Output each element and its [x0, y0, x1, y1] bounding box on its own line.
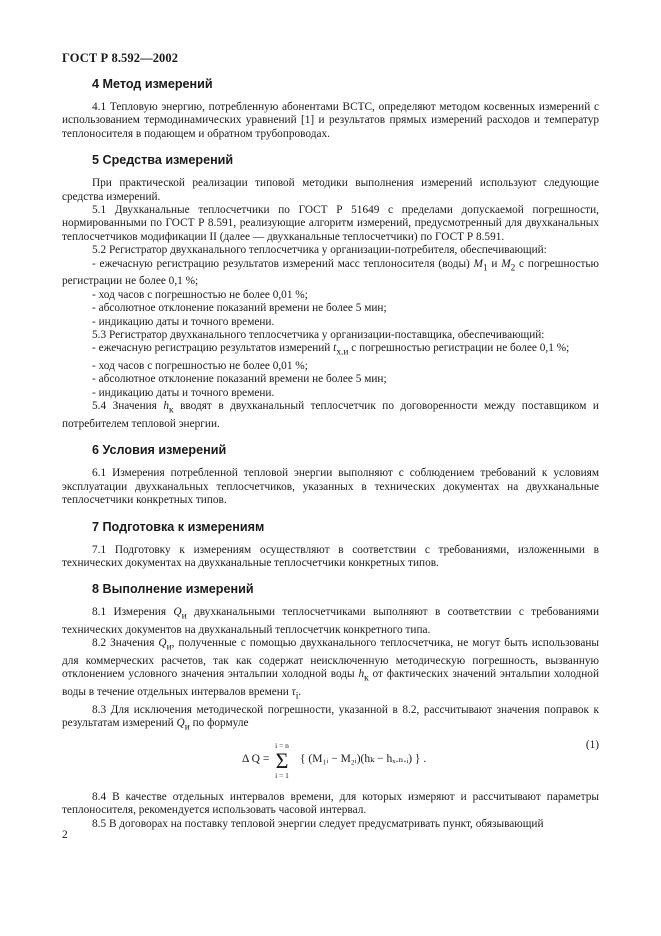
- text-fragment: вводят в двухканальный теплосчетчик по договоренности между поставщиком и потребителем тепловой энергии.: [62, 400, 599, 430]
- section-8-heading: 8 Выполнение измерений: [92, 582, 254, 597]
- subscript: и: [166, 642, 172, 653]
- paragraph-5-3: 5.3 Регистратор двухканального теплосчетчика у организации-поставщика, обеспечивающий:: [92, 328, 545, 341]
- paragraph-8-3: [62, 704, 599, 735]
- paragraph-8-4: 8.4 В качестве отдельных интервалов времени, для которых измеряют и рассчитывают параметры теплоносителя, рекомендуется использовать часовой интервал.: [62, 790, 599, 817]
- section-6-heading: 6 Условия измерений: [92, 443, 227, 458]
- text-fragment: от фактических значений энтальпии холодной воды в течение отдельных интервалов времени: [62, 668, 599, 699]
- paragraph-6-1: 6.1 Измерения потребленной тепловой энергии выполняют с соблюдением требований к условиям эксплуатации двухканальных теплосчетчиков, указанных в технических документах на двухканальные теплосчетчики конкретных типов.: [62, 467, 599, 507]
- paragraph-8-5: 8.5 В договорах на поставку тепловой энергии следует предусматривать пункт, обязывающий: [92, 817, 544, 830]
- symbol-q: Q: [173, 606, 182, 619]
- paragraph-5-3-a: [62, 342, 599, 360]
- subscript: х.и: [336, 347, 349, 358]
- paragraph-5-2-c: - абсолютное отклонение показаний времени не более 5 мин;: [92, 302, 387, 315]
- paragraph-5-3-c: - абсолютное отклонение показаний времени не более 5 мин;: [92, 373, 387, 386]
- subscript: i: [295, 691, 299, 702]
- summation-sign: [272, 742, 292, 780]
- text-fragment: 8.2 Значения: [92, 637, 159, 650]
- formula-number: (1): [585, 738, 599, 751]
- symbol-tau: τ: [291, 686, 296, 699]
- symbol-m: M: [473, 257, 483, 270]
- formula-body: { (M₁ᵢ − M₂ᵢ)(hₖ − hₓ.ₙ.ᵢ) } .: [300, 752, 427, 765]
- text-fragment: по формуле: [189, 717, 249, 730]
- page-number: 2: [62, 829, 68, 841]
- text-fragment: - ежечасную регистрацию результатов измерений: [92, 342, 334, 355]
- text-fragment: - ежечасную регистрацию результатов измерений масс теплоносителя (воды): [92, 257, 474, 270]
- paragraph-8-1: [62, 606, 599, 637]
- subscript: и: [184, 722, 190, 733]
- paragraph-5-2-d: - индикацию даты и точного времени.: [92, 315, 275, 328]
- paragraph-5-intro: При практической реализации типовой методики выполнения измерений используют следующие средства измерений.: [62, 177, 599, 203]
- paragraph-4-1: 4.1 Тепловую энергию, потребленную абонентами ВСТС, определяют методом косвенных измерений с использованием термодинамических уравнений [1] и результатов прямых измерений расходов и температур теплоносителя в подающем и обратном трубопроводах.: [62, 101, 599, 140]
- sigma-symbol: Σ: [275, 747, 289, 773]
- paragraph-5-3-b: - ход часов с погрешностью не более 0,01 %;: [92, 360, 308, 372]
- paragraph-5-4: [62, 400, 599, 431]
- standard-code-header: ГОСТ Р 8.592—2002: [62, 51, 179, 65]
- paragraph-8-2: [62, 637, 599, 703]
- text-fragment: и: [487, 257, 502, 270]
- symbol-q: Q: [176, 717, 185, 730]
- subscript: и: [181, 611, 187, 622]
- paragraph-5-2-b: - ход часов с погрешностью не более 0,01 %;: [92, 288, 308, 301]
- section-5-heading: 5 Средства измерений: [92, 153, 234, 168]
- text-fragment: двухканальными теплосчетчиками выполняют в соответствии с требованиями технических документов на двухканальный теплосчетчик конкретного типа.: [62, 606, 599, 636]
- formula-1: [62, 739, 599, 785]
- paragraph-5-2: 5.2 Регистратор двухканального теплосчетчика у организации-потребителя, обеспечивающий:: [92, 244, 547, 257]
- text-fragment: 8.3 Для исключения методической погрешности, указанной в 8.2, рассчитывают значения поправок к результатам измерений: [62, 703, 599, 730]
- document-body: [62, 76, 599, 831]
- symbol-m: M: [501, 257, 511, 270]
- text-fragment: 8.1 Измерения: [92, 606, 174, 619]
- paragraph-5-1: 5.1 Двухканальные теплосчетчики по ГОСТ Р 51649 с пределами допускаемой погрешности, нормированными по ГОСТ Р 8.591, реализующие алгоритм измерений, предусмотренный для двухканальных теплосчетчиков модификации II (далее — двухканальные теплосчетчики) по ГОСТ Р 8.591.: [62, 204, 599, 243]
- symbol-h: h: [163, 400, 169, 413]
- formula-lhs: Δ Q =: [242, 752, 270, 765]
- symbol-q: Q: [158, 637, 167, 650]
- subscript: к: [169, 405, 174, 416]
- paragraph-5-3-d: - индикацию даты и точного времени.: [92, 386, 275, 399]
- subscript: к: [364, 673, 369, 684]
- text-fragment: .: [298, 686, 302, 699]
- text-fragment: с погрешностью регистрации не более 0,1 %;: [348, 342, 570, 355]
- text-fragment: , полученные с помощью двухканального теплосчетчика, не могут быть использованы для коммерческих расчетов, так как содержат неисключенную методическую погрешность, вызванную отклонением условного значения энтальпии холодной воды: [62, 637, 599, 681]
- symbol-t: t: [333, 342, 337, 355]
- text-fragment: 5.4 Значения: [92, 400, 164, 413]
- section-7-heading: 7 Подготовка к измерениям: [92, 519, 265, 534]
- section-4-heading: 4 Метод измерений: [92, 77, 213, 91]
- subscript: 2: [510, 262, 516, 273]
- symbol-h: h: [358, 668, 365, 681]
- sum-lower-limit: i = 1: [275, 770, 289, 780]
- paragraph-5-2-a: [62, 258, 599, 289]
- sum-upper-limit: i = n: [275, 740, 289, 750]
- paragraph-7-1: 7.1 Подготовку к измерениям осуществляют в соответствии с требованиями, изложенными в технических документах на двухканальные теплосчетчики конкретных типов.: [62, 543, 599, 569]
- subscript: 1: [482, 262, 488, 273]
- text-fragment: с погрешностью регистрации не более 0,1 %;: [62, 257, 599, 288]
